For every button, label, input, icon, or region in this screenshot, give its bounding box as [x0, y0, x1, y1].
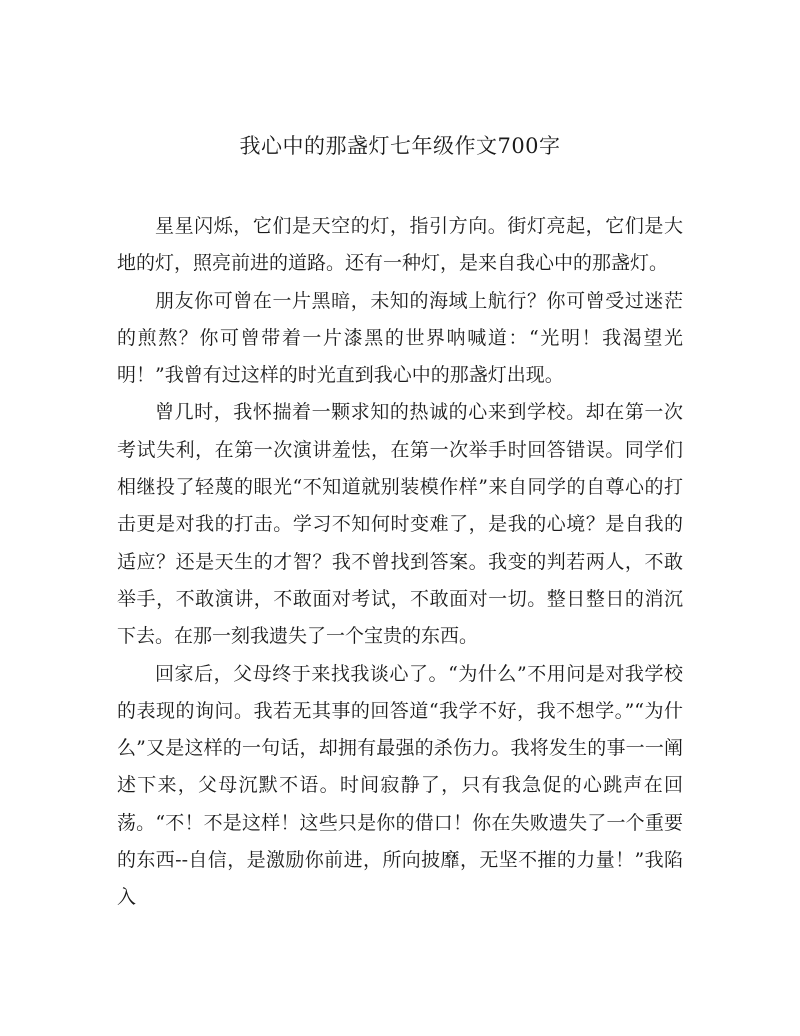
page-title: 我心中的那盏灯七年级作文700字: [239, 134, 561, 158]
paragraph-3: 曾几时，我怀揣着一颗求知的热诚的心来到学校。却在第一次考试失利，在第一次演讲羞怯，在第一次举手时回答错误。同学们相继投了轻蔑的眼光“不知道就别装模作样”来自同学的自尊心的打击更是对我的打击。学习不知何时变难了，是我的心境？是自我的适应？还是天生的才智？我不曾找到答案。我变的判若两人，不敢举手，不敢演讲，不敢面对考试，不敢面对一切。整日整日的消沉下去。在那一刻我遗失了一个宝贵的东西。: [117, 401, 683, 648]
paragraph-2: 朋友你可曾在一片黑暗，未知的海域上航行？你可曾受过迷茫的煎熬？你可曾带着一片漆黑的世界呐喊道：“光明！我渴望光明！”我曾有过这样的时光直到我心中的那盏灯出现。: [117, 289, 683, 387]
paragraph-4: 回家后，父母终于来找我谈心了。“为什么”不用问是对我学校的表现的询问。我若无其事的回答道“我学不好，我不想学。”“为什么”又是这样的一句话，却拥有最强的杀伤力。我将发生的事一一阐述下来，父母沉默不语。时间寂静了，只有我急促的心跳声在回荡。“不！不是这样！这些只是你的借口！你在失败遗失了一个重要的东西--自信，是激励你前进，所向披靡，无坚不摧的力量！”我陷入: [117, 662, 683, 909]
essay-body: [117, 208, 683, 917]
paragraph-1: 星星闪烁，它们是天空的灯，指引方向。街灯亮起，它们是大地的灯，照亮前进的道路。还有一种灯，是来自我心中的那盏灯。: [117, 215, 683, 275]
